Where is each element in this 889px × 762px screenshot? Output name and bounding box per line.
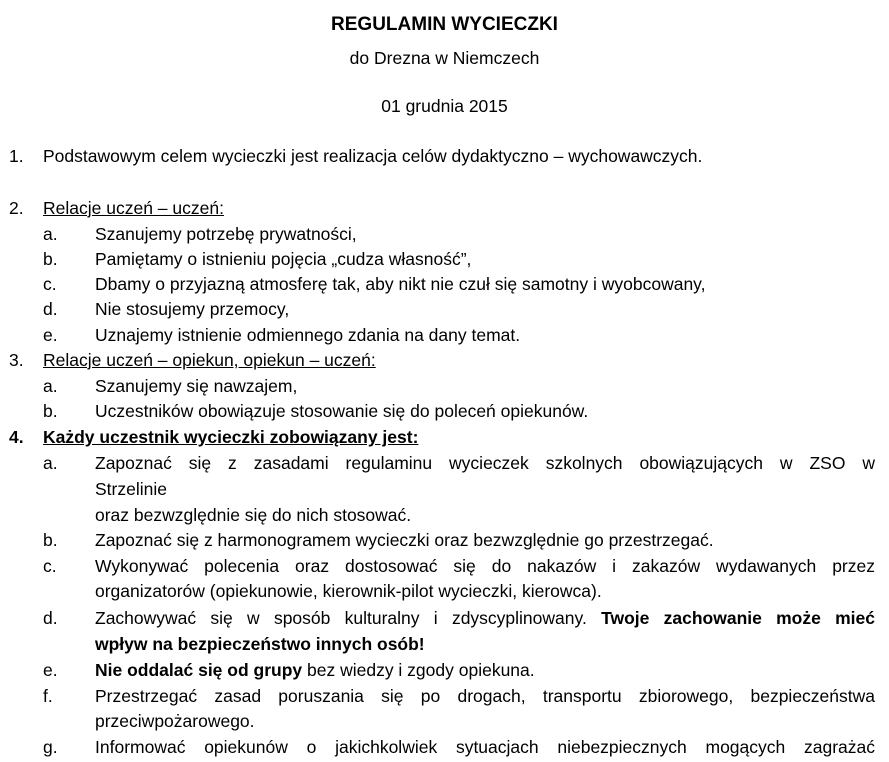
item-text-plain: bez wiedzy i zgody opiekuna. bbox=[302, 660, 535, 680]
document-date: 01 grudnia 2015 bbox=[381, 96, 508, 116]
item-text: Szanujemy potrzebę prywatności, bbox=[95, 224, 357, 244]
document-title: REGULAMIN WYCIECZKI bbox=[331, 14, 558, 35]
item-text: Dbamy o przyjazną atmosferę tak, aby nikt nie czuł się samotny i wyobcowany, bbox=[95, 274, 706, 294]
item-text-line bbox=[95, 608, 875, 629]
item-text-line: Przestrzegać zasad poruszania się po drogach, transportu zbiorowego, bezpieczeństwa bbox=[95, 686, 875, 706]
item-text: Uznajemy istnienie odmiennego zdania na dany temat. bbox=[95, 325, 521, 345]
item-text-line: Informować opiekunów o jakichkolwiek sytuacjach niebezpiecznych mogących zagrażać bbox=[95, 737, 875, 757]
item-letter: e. bbox=[43, 660, 58, 680]
item-text-line: przeciwpożarowego. bbox=[95, 711, 255, 731]
item-text: Uczestników obowiązuje stosowanie się do poleceń opiekunów. bbox=[95, 401, 589, 421]
item-letter: d. bbox=[43, 299, 58, 319]
item-letter: g. bbox=[43, 737, 58, 757]
item-letter: d. bbox=[43, 608, 58, 628]
item-letter: a. bbox=[43, 224, 58, 244]
item-text: Zapoznać się z harmonogramem wycieczki oraz bezwzględnie go przestrzegać. bbox=[95, 530, 714, 550]
item-text-line bbox=[95, 660, 875, 681]
item-text: Pamiętamy o istnieniu pojęcia „cudza własność”, bbox=[95, 249, 472, 269]
item-text-line: Wykonywać polecenia oraz dostosować się do nakazów i zakazów wydawanych przez bbox=[95, 556, 875, 576]
section-text: Podstawowym celem wycieczki jest realizacja celów dydaktyczno – wychowawczych. bbox=[43, 146, 703, 166]
item-text: Szanujemy się nawzajem, bbox=[95, 376, 298, 396]
item-text-bold: Nie oddalać się od grupy bbox=[95, 660, 303, 680]
item-letter: c. bbox=[43, 556, 57, 576]
section-heading: Relacje uczeń – uczeń: bbox=[43, 198, 224, 218]
item-text-line: Zapoznać się z zasadami regulaminu wycieczek szkolnych obowiązujących w ZSO w bbox=[95, 453, 875, 473]
item-text-bold: Twoje zachowanie może mieć bbox=[601, 608, 875, 628]
item-text-plain: Zachowywać się w sposób kulturalny i zdyscyplinowany. bbox=[95, 608, 602, 628]
item-text-line: Strzelinie bbox=[95, 479, 167, 499]
item-letter: a. bbox=[43, 376, 58, 396]
item-letter: c. bbox=[43, 274, 57, 294]
section-heading: Relacje uczeń – opiekun, opiekun – uczeń: bbox=[43, 350, 376, 370]
document-subtitle: do Drezna w Niemczech bbox=[349, 48, 540, 68]
item-letter: a. bbox=[43, 453, 58, 473]
item-text-line: oraz bezwzględnie się do nich stosować. bbox=[95, 505, 412, 525]
section-heading: Każdy uczestnik wycieczki zobowiązany jest: bbox=[43, 427, 419, 447]
section-number: 3. bbox=[9, 350, 24, 370]
item-letter: b. bbox=[43, 249, 58, 269]
section-number: 1. bbox=[9, 146, 24, 166]
item-text: Nie stosujemy przemocy, bbox=[95, 299, 290, 319]
item-letter: e. bbox=[43, 325, 58, 345]
section-number: 4. bbox=[9, 427, 24, 447]
item-text-line: organizatorów (opiekunowie, kierownik-pilot wycieczki, kierowca). bbox=[95, 581, 602, 601]
section-number: 2. bbox=[9, 198, 24, 218]
item-letter: f. bbox=[43, 686, 53, 706]
item-text-bold: wpływ na bezpieczeństwo innych osób! bbox=[95, 634, 425, 654]
item-letter: b. bbox=[43, 530, 58, 550]
item-letter: b. bbox=[43, 401, 58, 421]
